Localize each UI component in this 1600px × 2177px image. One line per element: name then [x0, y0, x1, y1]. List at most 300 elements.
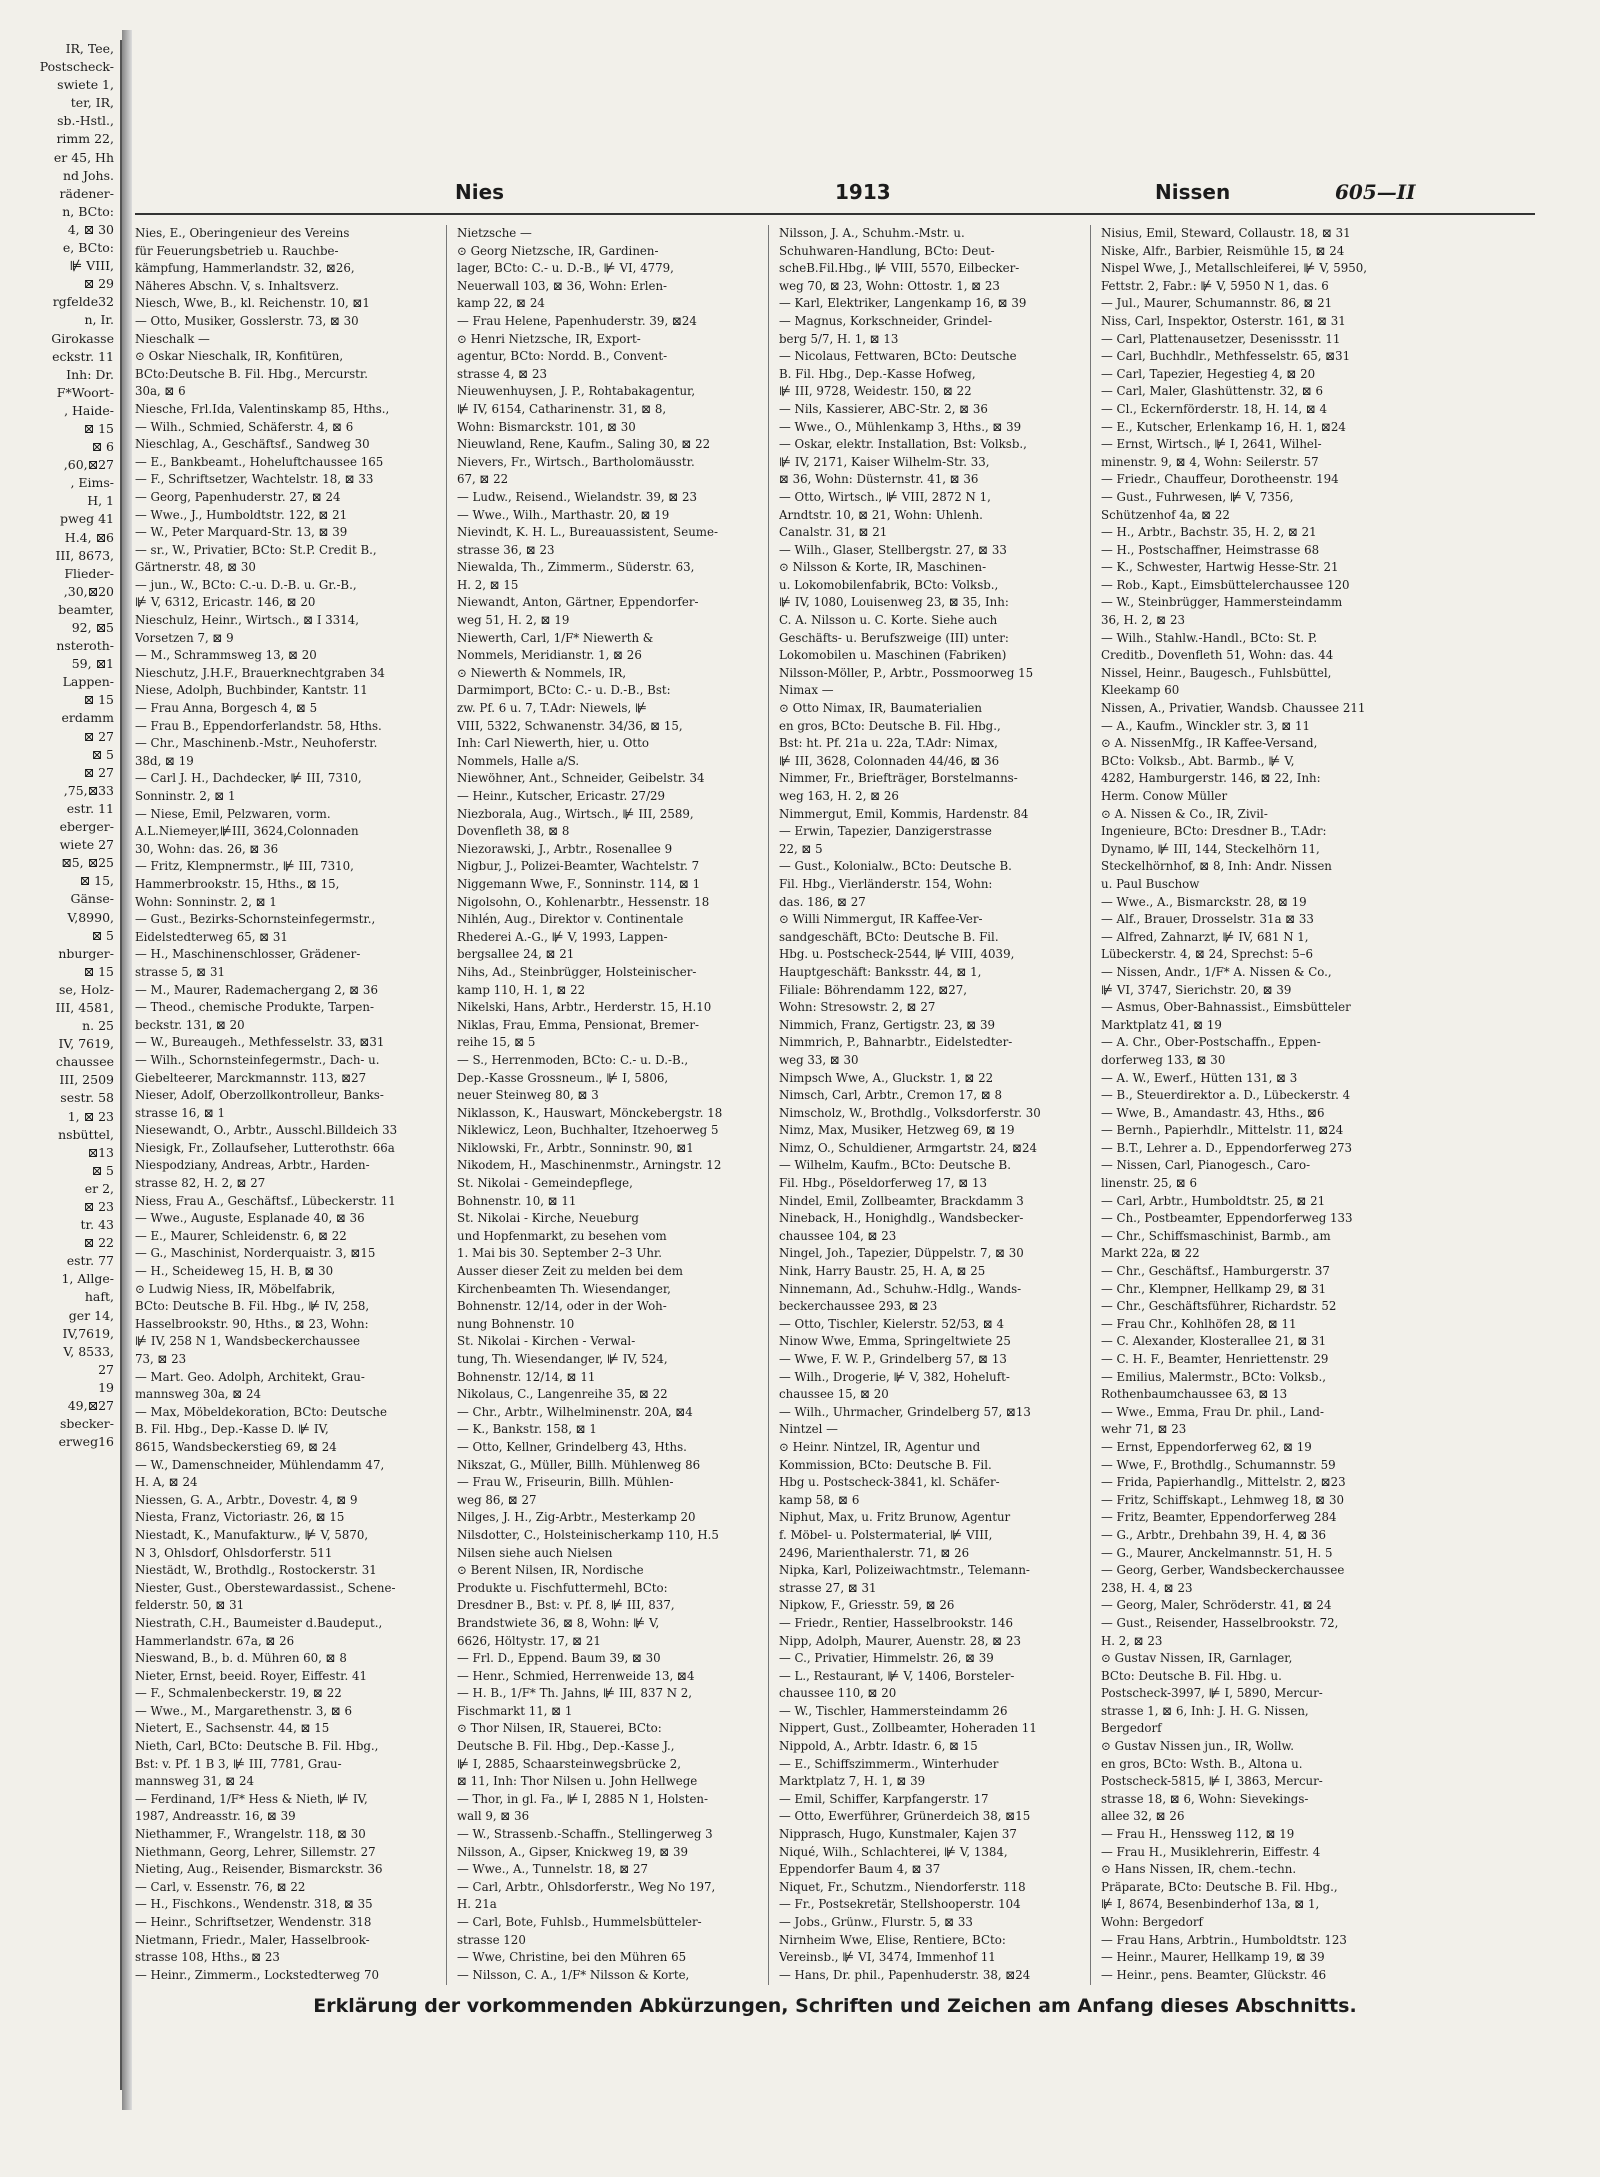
column-divider [768, 225, 769, 1985]
directory-entry-line: Giebelteerer, Marckmannstr. 113, ⊠27 [135, 1070, 367, 1085]
directory-entry-line: Niesta, Franz, Victoriastr. 26, ⊠ 15 [135, 1510, 345, 1525]
directory-entry-line: — B.T., Lehrer a. D., Eppendorferweg 273 [1101, 1140, 1353, 1155]
directory-entry-line: Nimsch, Carl, Arbtr., Cremon 17, ⊠ 8 [779, 1088, 1002, 1103]
previous-page-fragment: ⊠5, ⊠25 [61, 855, 114, 871]
directory-entry-line: mannsweg 30a, ⊠ 24 [135, 1387, 262, 1402]
directory-entry-line: 30, Wohn: das. 26, ⊠ 36 [135, 841, 279, 856]
directory-entry-line: sandgeschäft, BCto: Deutsche B. Fil. [779, 929, 999, 944]
directory-entry-line: Nilges, J. H., Zig-Arbtr., Mesterkamp 20 [457, 1510, 696, 1525]
directory-entry-line: — Gust., Reisender, Hasselbrookstr. 72, [1101, 1615, 1339, 1630]
directory-entry-line: strasse 16, ⊠ 1 [135, 1105, 225, 1120]
directory-entry-line: — H. B., 1/F* Th. Jahns, ⊯ III, 837 N 2, [457, 1686, 693, 1701]
previous-page-fragment: nburger- [58, 945, 114, 961]
directory-entry-line: — Frau H., Musiklehrerin, Eiffestr. 4 [1101, 1844, 1321, 1859]
directory-entry-line: Nineback, H., Honighdlg., Wandsbecker- [779, 1211, 1024, 1226]
directory-entry-line: BCto:Deutsche B. Fil. Hbg., Mercurstr. [135, 366, 368, 381]
directory-entry-line: Niesigk, Fr., Zollaufseher, Lutterothstr. 66a [135, 1140, 395, 1155]
previous-page-fragment: ⊠ 29 [83, 276, 114, 292]
previous-page-fragment: ⊠ 27 [83, 728, 114, 744]
previous-page-fragment: er 45, Hh [53, 149, 114, 165]
directory-entry-line: für Feuerungsbetrieb u. Rauchbe- [135, 243, 339, 258]
previous-page-fragment: n, Ir. [84, 312, 114, 328]
directory-entry-line: — Theod., chemische Produkte, Tarpen- [135, 1000, 374, 1015]
directory-entry-line: — Heinr., pens. Beamter, Glückstr. 46 [1101, 1967, 1327, 1982]
directory-entry-line: 73, ⊠ 23 [135, 1352, 187, 1366]
directory-entry-line: beckerchaussee 293, ⊠ 23 [779, 1299, 938, 1314]
directory-entry-line: strasse 5, ⊠ 31 [135, 964, 225, 979]
previous-page-fragment: ⊠ 15 [83, 963, 114, 979]
directory-entry-line: strasse 27, ⊠ 31 [779, 1580, 877, 1595]
directory-entry-line: — Frau B., Eppendorferlandstr. 58, Hths. [135, 718, 382, 733]
previous-page-fragment: e, BCto: [62, 240, 114, 256]
directory-entry-line: agentur, BCto: Nordd. B., Convent- [457, 349, 668, 364]
directory-entry-line: — Ernst, Wirtsch., ⊯ I, 2641, Wilhel- [1101, 437, 1322, 452]
directory-entry-line: ⊙ Berent Nilsen, IR, Nordische [457, 1563, 644, 1578]
directory-entry-line: — Niese, Emil, Pelzwaren, vorm. [135, 806, 331, 821]
directory-entry-line: Nies, E., Oberingenieur des Vereins [135, 226, 350, 240]
previous-page-fragment: III, 2509 [59, 1072, 114, 1088]
previous-page-fragment: ,30,⊠20 [63, 583, 114, 599]
directory-entry-line: — H., Maschinenschlosser, Grädener- [135, 947, 361, 962]
directory-entry-line: tung, Th. Wiesendanger, ⊯ IV, 524, [457, 1352, 668, 1366]
directory-entry-line: Nommels, Meridianstr. 1, ⊠ 26 [457, 648, 642, 663]
directory-entry-line: 38d, ⊠ 19 [135, 753, 194, 768]
directory-entry-line: Nikodem, H., Maschinenmstr., Arningstr. 12 [457, 1158, 722, 1173]
directory-entry-line: Ingenieure, BCto: Dresdner B., T.Adr: [1101, 824, 1327, 839]
directory-entry-line: strasse 18, ⊠ 6, Wohn: Sievekings- [1101, 1791, 1309, 1806]
directory-entry-line: Produkte u. Fischfuttermehl, BCto: [457, 1580, 668, 1595]
directory-entry-line: — Fritz, Beamter, Eppendorferweg 284 [1101, 1510, 1337, 1525]
directory-entry-line: Bst: ht. Pf. 21a u. 22a, T.Adr: Nimax, [779, 736, 998, 751]
directory-entry-line: — Carl, Arbtr., Ohlsdorferstr., Weg No 197, [457, 1879, 716, 1894]
directory-entry-line: Nilsen siehe auch Nielsen [457, 1545, 613, 1560]
directory-entry-line: en gros, BCto: Deutsche B. Fil. Hbg., [779, 718, 1001, 733]
previous-page-fragment: IR, Tee, [65, 41, 114, 56]
directory-entry-line: — Wwe, F., Brothdlg., Schumannstr. 59 [1101, 1457, 1336, 1472]
directory-entry-line: — Nissen, Andr., 1/F* A. Nissen & Co., [1101, 964, 1332, 979]
directory-entry-line: Rhederei A.-G., ⊯ V, 1993, Lappen- [457, 929, 668, 944]
directory-entry-line: Nietmann, Friedr., Maler, Hasselbrook- [135, 1932, 370, 1947]
directory-entry-line: scheB.Fil.Hbg., ⊯ VIII, 5570, Eilbecker- [779, 261, 1020, 276]
directory-entry-line: B. Fil. Hbg., Dep.-Kasse Hofweg, [779, 366, 976, 381]
directory-entry-line: Kommission, BCto: Deutsche B. Fil. [779, 1457, 992, 1472]
directory-entry-line: — Carl J. H., Dachdecker, ⊯ III, 7310, [135, 771, 362, 786]
directory-entry-line: — Hans, Dr. phil., Papenhuderstr. 38, ⊠24 [779, 1967, 1031, 1982]
directory-entry-line: Nieser, Adolf, Oberzollkontrolleur, Banks- [135, 1088, 384, 1103]
previous-page-fragment: ⊠ 6 [91, 439, 114, 455]
directory-entry-line: — Frau Hans, Arbtrin., Humboldtstr. 123 [1101, 1932, 1347, 1947]
directory-entry-line: Ninnemann, Ad., Schuhw.-Hdlg., Wands- [779, 1281, 1022, 1296]
directory-entry-line: Niezborala, Aug., Wirtsch., ⊯ III, 2589, [457, 806, 694, 821]
directory-entry-line: Nirnheim Wwe, Elise, Rentiere, BCto: [779, 1932, 1006, 1947]
directory-entry-line: kamp 22, ⊠ 24 [457, 296, 545, 311]
directory-entry-line: — Wilh., Stahlw.-Handl., BCto: St. P. [1101, 630, 1318, 645]
directory-entry-line: Nippold, A., Arbtr. Idastr. 6, ⊠ 15 [779, 1739, 978, 1754]
directory-entry-line: Bohnenstr. 12/14, ⊠ 11 [457, 1369, 596, 1384]
directory-entry-line: und Hopfenmarkt, zu besehen vom [457, 1228, 667, 1243]
directory-entry-line: St. Nikolai - Kirchen - Verwal- [457, 1334, 636, 1349]
directory-entry-line: bergsallee 24, ⊠ 21 [457, 947, 575, 962]
directory-entry-line: — Jobs., Grünw., Flurstr. 5, ⊠ 33 [779, 1915, 973, 1929]
previous-page-fragment: rädener- [59, 185, 114, 201]
directory-entry-line: Brandstwiete 36, ⊠ 8, Wohn: ⊯ V, [457, 1615, 660, 1630]
directory-entry-line: Nipkow, F., Griesstr. 59, ⊠ 26 [779, 1598, 955, 1613]
directory-entry-line: Nipprasch, Hugo, Kunstmaler, Kajen 37 [779, 1827, 1017, 1842]
directory-entry-line: — Chr., Schiffsmaschinist, Barmb., am [1101, 1228, 1331, 1243]
directory-entry-line: Hammerbrookstr. 15, Hths., ⊠ 15, [135, 876, 340, 891]
directory-entry-line: dorferweg 133, ⊠ 30 [1101, 1052, 1226, 1067]
directory-entry-line: beckstr. 131, ⊠ 20 [135, 1017, 245, 1032]
previous-page-fragment: beamter, [58, 601, 114, 617]
page-footer-note: Erklärung der vorkommenden Abkürzungen, Schriften und Zeichen am Anfang dieses Abschnitts. [313, 1995, 1357, 2017]
directory-entry-line: — Otto, Ewerführer, Grünerdeich 38, ⊠15 [779, 1809, 1031, 1824]
column-divider [1090, 225, 1091, 1985]
previous-page-fragment: ⊠ 15, [79, 873, 114, 889]
directory-entry-line: Dresdner B., Bst: v. Pf. 8, ⊯ III, 837, [457, 1598, 675, 1613]
directory-entry-line: Nievindt, K. H. L., Bureauassistent, Seume- [457, 525, 718, 540]
directory-entry-line [779, 1984, 1081, 1985]
directory-entry-line: lager, BCto: C.- u. D.-B., ⊯ VI, 4779, [457, 261, 674, 276]
directory-entry-line: — Friedr., Rentier, Hasselbrookstr. 146 [779, 1615, 1013, 1630]
directory-entry-line: strasse 108, Hths., ⊠ 23 [135, 1950, 280, 1965]
directory-entry-line: — A., Kaufm., Winckler str. 3, ⊠ 11 [1101, 718, 1311, 733]
directory-entry-line: Nindel, Emil, Zollbeamter, Brackdamm 3 [779, 1193, 1024, 1208]
directory-entry-line: ⊯ V, 6312, Ericastr. 146, ⊠ 20 [135, 595, 316, 610]
directory-entry-line: ⊙ Oskar Nieschalk, IR, Konfitüren, [135, 349, 344, 364]
directory-entry-line: — S., Herrenmoden, BCto: C.- u. D.-B., [457, 1052, 689, 1067]
directory-entry-line: — jun., W., BCto: C.-u. D.-B. u. Gr.-B., [135, 577, 357, 592]
directory-entry-line: Gärtnerstr. 48, ⊠ 30 [135, 560, 256, 575]
directory-entry-line: — Fr., Postsekretär, Stellshooperstr. 104 [779, 1897, 1021, 1912]
directory-entry-line: Wohn: Bismarckstr. 101, ⊠ 30 [457, 419, 636, 434]
directory-entry-line: Dovenfleth 38, ⊠ 8 [457, 824, 570, 839]
directory-entry-line: u. Lokomobilenfabrik, BCto: Volksb., [779, 577, 999, 592]
directory-entry-line: Hasselbrookstr. 90, Hths., ⊠ 23, Wohn: [135, 1316, 369, 1331]
directory-entry-line: St. Nikolai - Gemeindepflege, [457, 1176, 633, 1191]
column-1 [135, 225, 437, 1985]
directory-entry-line: ⊙ Willi Nimmergut, IR Kaffee-Ver- [779, 912, 983, 927]
previous-page-fragment: ,75,⊠33 [63, 782, 114, 798]
directory-entry-line: C. A. Nilsson u. C. Korte. Siehe auch [779, 613, 998, 628]
directory-entry-line: Eidelstedterweg 65, ⊠ 31 [135, 929, 288, 944]
directory-entry-line: Niesche, Frl.Ida, Valentinskamp 85, Hths., [135, 401, 390, 416]
directory-entry-line: — Frau Chr., Kohlhöfen 28, ⊠ 11 [1101, 1316, 1297, 1331]
directory-entry-line: Nigbur, J., Polizei-Beamter, Wachtelstr. 7 [457, 859, 700, 874]
directory-entry-line: — K., Schwester, Hartwig Hesse-Str. 21 [1101, 560, 1339, 575]
directory-entry-line: ⊯ IV, 6154, Catharinenstr. 31, ⊠ 8, [457, 401, 667, 416]
directory-entry-line: mannsweg 31, ⊠ 24 [135, 1774, 255, 1789]
previous-page-fragment: V,8990, [67, 909, 114, 925]
directory-entry-line: Nimmergut, Emil, Kommis, Hardenstr. 84 [779, 806, 1029, 821]
directory-entry-line: strasse 82, H. 2, ⊠ 27 [135, 1176, 266, 1191]
directory-entry-line: strasse 4, ⊠ 23 [457, 366, 547, 381]
directory-entry-line: Geschäfts- u. Berufszweige (III) unter: [779, 630, 1009, 645]
previous-page-fragment: III, 4581, [55, 999, 114, 1015]
directory-entry-line: — Emil, Schiffer, Karpfangerstr. 17 [779, 1791, 989, 1806]
directory-entry-line: strasse 36, ⊠ 23 [457, 542, 555, 557]
directory-entry-line: BCto: Deutsche B. Fil. Hbg. u. [1101, 1668, 1282, 1683]
directory-entry-line: 8615, Wandsbeckerstieg 69, ⊠ 24 [135, 1439, 337, 1454]
directory-entry-line: Kleekamp 60 [1101, 683, 1180, 698]
directory-entry-line: Niessen, G. A., Arbtr., Dovestr. 4, ⊠ 9 [135, 1492, 358, 1507]
directory-entry-line: Nimmrich, P., Bahnarbtr., Eidelstedter- [779, 1035, 1013, 1050]
directory-entry-line: — A. Chr., Ober-Postschaffn., Eppen- [1101, 1035, 1321, 1050]
directory-entry-line: — Cl., Eckernförderstr. 18, H. 14, ⊠ 4 [1101, 401, 1328, 416]
previous-page-fragment: Postscheck- [39, 59, 114, 75]
directory-entry-line: — Heinr., Schriftsetzer, Wendenstr. 318 [135, 1915, 372, 1929]
previous-page-fragment: haft, [84, 1289, 114, 1305]
directory-entry-line: Sonninstr. 2, ⊠ 1 [135, 789, 236, 803]
directory-entry-line: — Gust., Fuhrwesen, ⊯ V, 7356, [1101, 489, 1294, 504]
directory-entry-line: — Wilh., Schmied, Schäferstr. 4, ⊠ 6 [135, 419, 354, 434]
directory-entry-line: B. Fil. Hbg., Dep.-Kasse D. ⊯ IV, [135, 1422, 329, 1437]
directory-entry-line: Lokomobilen u. Maschinen (Fabriken) [779, 648, 1007, 663]
directory-entry-line: Niester, Gust., Oberstewardassist., Schene- [135, 1580, 396, 1595]
directory-entry-line: H. 2, ⊠ 23 [1101, 1633, 1163, 1648]
directory-entry-line: linenstr. 25, ⊠ 6 [1101, 1176, 1198, 1191]
directory-entry-line: — W., Peter Marquard-Str. 13, ⊠ 39 [135, 525, 348, 540]
directory-entry-line: ⊠ 36, Wohn: Düsternstr. 41, ⊠ 36 [779, 472, 979, 487]
directory-entry-line: Nipp, Adolph, Maurer, Auenstr. 28, ⊠ 23 [779, 1633, 1021, 1648]
directory-entry-line: Niklas, Frau, Emma, Pensionat, Bremer- [457, 1017, 699, 1032]
directory-entry-line: N 3, Ohlsdorf, Ohlsdorferstr. 511 [135, 1545, 333, 1560]
directory-entry-line: — G., Maschinist, Norderquaistr. 3, ⊠15 [135, 1246, 376, 1261]
previous-page-fragment: , Eims- [70, 475, 114, 491]
previous-page-fragment: 1, ⊠ 23 [67, 1108, 114, 1124]
directory-entry-line: Canalstr. 31, ⊠ 21 [779, 525, 888, 540]
directory-entry-line: Niggemann Wwe, F., Sonninstr. 114, ⊠ 1 [457, 876, 701, 891]
directory-entry-line: ⊯ III, 3628, Colonnaden 44/46, ⊠ 36 [779, 753, 1000, 768]
directory-entry-line: allee 32, ⊠ 26 [1101, 1809, 1185, 1824]
directory-entry-line: Nimscholz, W., Brothdlg., Volksdorferstr. 30 [779, 1105, 1041, 1120]
directory-entry-line: — Heinr., Kutscher, Ericastr. 27/29 [457, 789, 666, 803]
directory-entry-line: ⊙ Otto Nimax, IR, Baumaterialien [779, 701, 982, 716]
directory-entry-line: — Wwe, B., Amandastr. 43, Hths., ⊠6 [1101, 1105, 1325, 1120]
previous-page-fragment: ⊠ 27 [83, 764, 114, 780]
directory-entry-line: Nieschulz, Heinr., Wirtsch., ⊠ I 3314, [135, 613, 360, 628]
previous-page-fragment: F*Woort- [56, 384, 114, 400]
directory-entry-line: — Frau W., Friseurin, Billh. Mühlen- [457, 1475, 674, 1490]
directory-entry-line: — H., Fischkons., Wendenstr. 318, ⊠ 35 [135, 1897, 373, 1912]
previous-page-fragment: eberger- [59, 819, 114, 835]
directory-entry-line: — Carl, v. Essenstr. 76, ⊠ 22 [135, 1879, 306, 1894]
directory-entry-line: — A. W., Ewerf., Hütten 131, ⊠ 3 [1101, 1070, 1298, 1085]
directory-entry-line: — Gust., Bezirks-Schornsteinfegermstr., [135, 912, 376, 927]
directory-entry-line: — Wwe., M., Margarethenstr. 3, ⊠ 6 [135, 1703, 352, 1718]
directory-entry-line: Marktplatz 7, H. 1, ⊠ 39 [779, 1774, 926, 1789]
directory-entry-line: Dynamo, ⊯ III, 144, Steckelhörn 11, [1101, 841, 1320, 856]
directory-entry-line: — Heinr., Maurer, Hellkamp 19, ⊠ 39 [1101, 1950, 1325, 1965]
directory-entry-line: — Wwe., Emma, Frau Dr. phil., Land- [1101, 1404, 1324, 1419]
previous-page-fragment: 27 [98, 1361, 114, 1377]
previous-page-fragment: Girokasse [51, 330, 114, 346]
directory-entry-line: — Carl, Arbtr., Humboldtstr. 25, ⊠ 21 [1101, 1193, 1326, 1208]
directory-entry-line: Vorsetzen 7, ⊠ 9 [135, 630, 234, 645]
directory-entry-line: Niss, Carl, Inspektor, Osterstr. 161, ⊠ 31 [1101, 313, 1346, 328]
directory-entry-line: — Wilh., Glaser, Stellbergstr. 27, ⊠ 33 [779, 542, 1007, 557]
previous-page-fragment: sestr. 58 [60, 1090, 114, 1106]
directory-entry-line: Niewalda, Th., Zimmerm., Süderstr. 63, [457, 560, 695, 575]
directory-entry-line: Nikolaus, C., Langenreihe 35, ⊠ 22 [457, 1387, 668, 1402]
directory-entry-line: kamp 110, H. 1, ⊠ 22 [457, 982, 586, 997]
directory-entry-line: BCto: Deutsche B. Fil. Hbg., ⊯ IV, 258, [135, 1299, 370, 1314]
directory-entry-line: — Asmus, Ober-Bahnassist., Eimsbütteler [1101, 1000, 1351, 1015]
directory-entry-line: 4282, Hamburgerstr. 146, ⊠ 22, Inh: [1101, 771, 1321, 786]
directory-entry-line: — Gust., Kolonialw., BCto: Deutsche B. [779, 859, 1012, 874]
previous-page-fragment: IV,7619, [62, 1325, 114, 1341]
directory-entry-line: Markt 22a, ⊠ 22 [1101, 1246, 1200, 1261]
directory-entry-line: 1. Mai bis 30. September 2–3 Uhr. [457, 1246, 663, 1261]
directory-entry-line: Niklowski, Fr., Arbtr., Sonninstr. 90, ⊠1 [457, 1140, 694, 1155]
directory-entry-line: Nisius, Emil, Steward, Collaustr. 18, ⊠ 31 [1101, 226, 1351, 240]
directory-entry-line: reihe 15, ⊠ 5 [457, 1035, 536, 1050]
directory-entry-line: A.L.Niemeyer,⊯III, 3624,Colonnaden [135, 824, 359, 839]
previous-page-fragment: Gänse- [70, 891, 114, 907]
directory-entry-line: — Carl, Buchhdlr., Methfesselstr. 65, ⊠31 [1101, 349, 1351, 364]
directory-entry-line: Bohnenstr. 12/14, oder in der Woh- [457, 1299, 667, 1314]
directory-entry-line: Deutsche B. Fil. Hbg., Dep.-Kasse J., [457, 1739, 675, 1754]
directory-entry-line: — Heinr., Zimmerm., Lockstedterweg 70 [135, 1967, 379, 1982]
directory-entry-line: Niethammer, F., Wrangelstr. 118, ⊠ 30 [135, 1827, 366, 1842]
column-2 [457, 225, 759, 1985]
directory-entry-line: ⊯ IV, 258 N 1, Wandsbeckerchaussee [135, 1334, 361, 1349]
directory-entry-line: — C. Alexander, Klosterallee 21, ⊠ 31 [1101, 1334, 1327, 1349]
previous-page-fragment: er 2, [84, 1180, 114, 1196]
directory-entry-line: — Carl, Tapezier, Hegestieg 4, ⊠ 20 [1101, 366, 1316, 381]
header-rule [135, 213, 1535, 215]
directory-entry-line: wall 9, ⊠ 36 [457, 1809, 530, 1824]
directory-entry-line: kämpfung, Hammerlandstr. 32, ⊠26, [135, 261, 355, 276]
directory-entry-line: Wohn: Stresowstr. 2, ⊠ 27 [779, 1000, 936, 1015]
directory-entry-line: — Alf., Brauer, Drosselstr. 31a ⊠ 33 [1101, 912, 1314, 927]
directory-entry-line: 6626, Höltystr. 17, ⊠ 21 [457, 1633, 601, 1648]
previous-page-fragment: n, BCto: [62, 203, 114, 219]
directory-entry-line: — Georg, Papenhuderstr. 27, ⊠ 24 [135, 489, 341, 504]
previous-page-fragment: 19 [98, 1379, 114, 1395]
directory-entry-line: strasse 1, ⊠ 6, Inh: J. H. G. Nissen, [1101, 1703, 1309, 1718]
directory-entry-line: nung Bohnenstr. 10 [457, 1316, 575, 1331]
directory-entry-line: Nieter, Ernst, beeid. Royer, Eiffestr. 41 [135, 1668, 367, 1683]
directory-entry-line: — Frida, Papierhandlg., Mittelstr. 2, ⊠23 [1101, 1475, 1346, 1490]
directory-entry-line: Nieschutz, J.H.F., Brauerknechtgraben 34 [135, 665, 385, 680]
book-gutter [122, 30, 132, 2110]
directory-entry-line: 30a, ⊠ 6 [135, 384, 186, 399]
directory-entry-line: Niezorawski, J., Arbtr., Rosenallee 9 [457, 841, 673, 856]
previous-page-fragment: ⊯ VIII, [69, 258, 114, 274]
directory-entry-line: Niess, Frau A., Geschäftsf., Lübeckerstr. 11 [135, 1193, 396, 1208]
directory-entry-line: ⊙ Gustav Nissen jun., IR, Wollw. [1101, 1739, 1294, 1754]
directory-entry-line: Nommels, Halle a/S. [457, 753, 580, 768]
directory-entry-line: Filiale: Böhrendamm 122, ⊠27, [779, 982, 967, 997]
directory-entry-line: ⊙ Niewerth & Nommels, IR, [457, 665, 627, 680]
directory-entry-line: — Chr., Maschinenb.-Mstr., Neuhoferstr. [135, 736, 378, 751]
directory-entry-line: — Emilius, Malermstr., BCto: Volksb., [1101, 1369, 1326, 1384]
directory-entry-line: — E., Bankbeamt., Hoheluftchaussee 165 [135, 454, 384, 469]
directory-entry-line: Postscheck-5815, ⊯ I, 3863, Mercur- [1101, 1774, 1323, 1789]
directory-entry-line: — Jul., Maurer, Schumannstr. 86, ⊠ 21 [1101, 296, 1333, 311]
directory-entry-line: chaussee 15, ⊠ 20 [779, 1387, 889, 1402]
directory-entry-line: H. A, ⊠ 24 [135, 1475, 198, 1490]
previous-page-fragment: ⊠ 15 [83, 692, 114, 708]
directory-entry-line: — E., Kutscher, Erlenkamp 16, H. 1, ⊠24 [1101, 419, 1346, 434]
directory-entry-line: weg 33, ⊠ 30 [779, 1052, 859, 1067]
directory-entry-line: Ningel, Joh., Tapezier, Düppelstr. 7, ⊠ 30 [779, 1246, 1024, 1261]
directory-entry-line: — Ferdinand, 1/F* Hess & Nieth, ⊯ IV, [135, 1791, 368, 1806]
directory-entry-line: Niestadt, K., Manufakturw., ⊯ V, 5870, [135, 1527, 369, 1542]
header-right-keyword: Nissen [1155, 180, 1231, 204]
directory-entry-line: — G., Arbtr., Drehbahn 39, H. 4, ⊠ 36 [1101, 1527, 1326, 1542]
directory-entry-line: — Henr., Schmied, Herrenweide 13, ⊠4 [457, 1668, 695, 1683]
directory-entry-line: — Erwin, Tapezier, Danzigerstrasse [779, 824, 992, 839]
previous-page-fragment: 92, ⊠5 [71, 620, 114, 635]
directory-entry-line: Nieuwland, Rene, Kaufm., Saling 30, ⊠ 22 [457, 437, 711, 452]
previous-page-fragment: estr. 77 [66, 1253, 114, 1269]
directory-entry-line: — H., Arbtr., Bachstr. 35, H. 2, ⊠ 21 [1101, 525, 1317, 540]
directory-entry-line: zw. Pf. 6 u. 7, T.Adr: Niewels, ⊯ [457, 701, 648, 716]
directory-entry-line: — sr., W., Privatier, BCto: St.P. Credit B., [135, 542, 377, 557]
directory-entry-line: — Frau Anna, Borgesch 4, ⊠ 5 [135, 701, 318, 716]
previous-page-fragment: ⊠13 [87, 1144, 114, 1160]
directory-entry-line: — E., Schiffszimmerm., Winterhuder [779, 1756, 999, 1771]
directory-entry-line: Niesch, Wwe, B., kl. Reichenstr. 10, ⊠1 [135, 296, 370, 311]
directory-entry-line: Niqué, Wilh., Schlachterei, ⊯ V, 1384, [779, 1844, 1008, 1859]
directory-entry-line: — Wwe., Wilh., Marthastr. 20, ⊠ 19 [457, 507, 670, 522]
previous-page-fragment: nsteroth- [56, 638, 114, 654]
previous-page-fragment: rgfelde32 [52, 294, 114, 310]
directory-entry-line: 22, ⊠ 5 [779, 841, 823, 856]
directory-entry-line: Nippert, Gust., Zollbeamter, Hoheraden 11 [779, 1721, 1037, 1736]
page-header [135, 180, 1535, 210]
directory-entry-line: Inh: Carl Niewerth, hier, u. Otto [457, 736, 649, 751]
directory-entry-line: Niestädt, W., Brothdlg., Rostockerstr. 31 [135, 1563, 377, 1578]
directory-entry-line: — Nissen, Carl, Pianogesch., Caro- [1101, 1158, 1311, 1173]
previous-page-fragment: IV, 7619, [58, 1036, 114, 1052]
directory-entry-line: das. 186, ⊠ 27 [779, 894, 866, 909]
directory-entry-line: Darmimport, BCto: C.- u. D.-B., Bst: [457, 683, 671, 698]
directory-entry-line: Marktplatz 41, ⊠ 19 [1101, 1017, 1222, 1032]
previous-page-fragment: Lappen- [62, 674, 114, 690]
directory-entry-line: Herm. Conow Müller [1101, 789, 1228, 803]
directory-entry-line: 238, H. 4, ⊠ 23 [1101, 1580, 1193, 1595]
previous-page-fragment: erweg16 [58, 1434, 114, 1450]
directory-entry-line: — Chr., Arbtr., Wilhelminenstr. 20A, ⊠4 [457, 1404, 693, 1419]
directory-entry-line: — Otto, Kellner, Grindelberg 43, Hths. [457, 1439, 687, 1454]
previous-page-fragment: ⊠ 5 [91, 927, 114, 943]
previous-page-fragment: nd Johs. [62, 167, 114, 183]
previous-page-fragment: se, Holz- [59, 981, 114, 997]
directory-entry-line: Nieschlag, A., Geschäftsf., Sandweg 30 [135, 437, 370, 452]
directory-entry-line: Niewerth, Carl, 1/F* Niewerth & [457, 630, 654, 645]
directory-entry-line: Nimpsch Wwe, A., Gluckstr. 1, ⊠ 22 [779, 1070, 994, 1085]
directory-entry-line: Rothenbaumchaussee 63, ⊠ 13 [1101, 1387, 1288, 1402]
directory-entry-line: — Chr., Geschäftsf., Hamburgerstr. 37 [1101, 1264, 1330, 1279]
directory-entry-line [135, 1984, 437, 1985]
previous-page-fragment: ⊠ 22 [83, 1235, 114, 1251]
previous-page-fragment: III, 8673, [55, 547, 114, 563]
directory-entry-line: Postscheck-3997, ⊯ I, 5890, Mercur- [1101, 1686, 1323, 1701]
directory-entry-line: Nieth, Carl, BCto: Deutsche B. Fil. Hbg., [135, 1739, 379, 1754]
directory-entry-line: chaussee 104, ⊠ 23 [779, 1228, 897, 1243]
directory-entry-line: Bst: v. Pf. 1 B 3, ⊯ III, 7781, Grau- [135, 1756, 342, 1771]
directory-entry-line: Wohn: Bergedorf [1101, 1915, 1203, 1929]
directory-entry-line: ⊙ Hans Nissen, IR, chem.-techn. [1101, 1862, 1297, 1877]
directory-entry-line: Niethmann, Georg, Lehrer, Sillemstr. 27 [135, 1844, 376, 1859]
previous-page-fragment: 4, ⊠ 30 [67, 221, 114, 237]
previous-page-fragment: H.4, ⊠6 [64, 529, 114, 545]
directory-entry-line: — Georg, Gerber, Wandsbeckerchaussee [1101, 1563, 1345, 1578]
directory-entry-line: Niese, Adolph, Buchbinder, Kantstr. 11 [135, 683, 368, 698]
directory-entry-line: Nietert, E., Sachsenstr. 44, ⊠ 15 [135, 1721, 330, 1736]
